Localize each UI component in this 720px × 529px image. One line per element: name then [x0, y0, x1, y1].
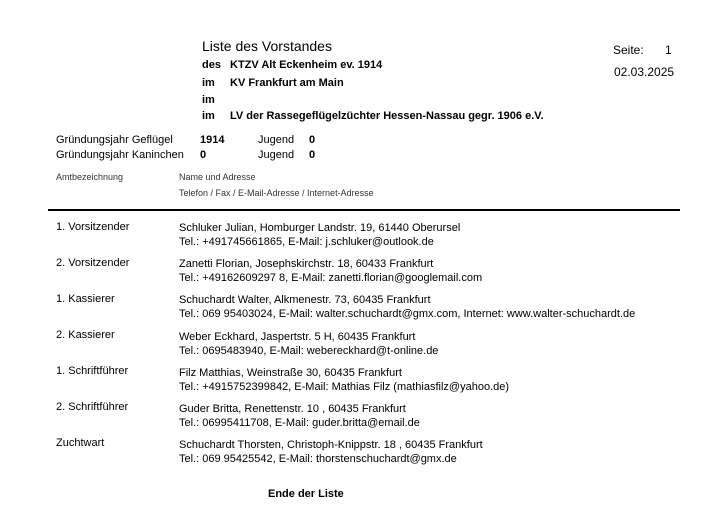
member-contact: Tel.: +49162609297 8, E-Mail: zanetti.florian@googlemail.com	[179, 272, 483, 284]
member-name-address: Filz Matthias, Weinstraße 30, 60435 Frankfurt	[179, 367, 402, 379]
founding-poultry-year: 1914	[200, 134, 225, 146]
member-contact: Tel.: 0695483940, E-Mail: webereckhard@t-online.de	[179, 345, 439, 357]
page-title: Liste des Vorstandes	[202, 38, 332, 54]
member-contact: Tel.: 069 95425542, E-Mail: thorstenschuchardt@gmx.de	[179, 453, 457, 465]
member-name-address: Zanetti Florian, Josephskirchstr. 18, 60433 Frankfurt	[179, 258, 434, 270]
member-office: 2. Schriftführer	[56, 401, 129, 413]
founding-poultry-youth-value: 0	[309, 134, 316, 146]
org-prefix-1: des	[202, 59, 221, 71]
org-prefix-4: im	[202, 110, 215, 122]
member-name-address: Schuchardt Walter, Alkmenestr. 73, 60435 Frankfurt	[179, 294, 431, 306]
member-contact: Tel.: 06995411708, E-Mail: guder.britta@email.de	[179, 417, 420, 429]
member-name-address: Weber Eckhard, Jaspertstr. 5 H, 60435 Frankfurt	[179, 331, 416, 343]
org-club: KTZV Alt Eckenheim ev. 1914	[230, 59, 383, 71]
founding-poultry-label: Gründungsjahr Geflügel	[56, 134, 173, 146]
page-number: 1	[665, 43, 672, 57]
founding-rabbit-label: Gründungsjahr Kaninchen	[56, 149, 184, 161]
header-divider	[48, 209, 680, 211]
founding-rabbit-youth-label: Jugend	[258, 149, 295, 161]
founding-rabbit-year: 0	[200, 149, 207, 161]
print-date: 02.03.2025	[614, 65, 675, 79]
member-name-address: Schuchardt Thorsten, Christoph-Knippstr. 18 , 60435 Frankfurt	[179, 439, 483, 451]
member-name-address: Schluker Julian, Homburger Landstr. 19, 61440 Oberursel	[179, 222, 461, 234]
org-prefix-2: im	[202, 77, 215, 89]
org-district: KV Frankfurt am Main	[230, 77, 344, 89]
member-office: 1. Vorsitzender	[56, 221, 130, 233]
member-office: 1. Kassierer	[56, 293, 115, 305]
member-office: 2. Vorsitzender	[56, 257, 130, 269]
member-contact: Tel.: +4915752399842, E-Mail: Mathias Filz (mathiasfilz@yahoo.de)	[179, 381, 510, 393]
page-label: Seite:	[613, 43, 644, 57]
member-office: 2. Kassierer	[56, 329, 115, 341]
member-name-address: Guder Britta, Renettenstr. 10 , 60435 Frankfurt	[179, 403, 406, 415]
end-of-list: Ende der Liste	[268, 488, 344, 500]
founding-rabbit-youth-value: 0	[309, 149, 316, 161]
column-header-name-address: Name und Adresse	[179, 172, 256, 182]
column-header-contact: Telefon / Fax / E-Mail-Adresse / Internet-Adresse	[179, 188, 374, 198]
member-contact: Tel.: +491745661865, E-Mail: j.schluker@outlook.de	[179, 236, 434, 248]
org-prefix-3: im	[202, 94, 215, 106]
member-contact: Tel.: 069 95403024, E-Mail: walter.schuchardt@gmx.com, Internet: www.walter-schuchardt.de	[179, 308, 636, 320]
founding-poultry-youth-label: Jugend	[258, 134, 295, 146]
member-office: 1. Schriftführer	[56, 365, 129, 377]
org-state-association: LV der Rassegeflügelzüchter Hessen-Nassau gegr. 1906 e.V.	[230, 110, 544, 122]
column-header-office: Amtbezeichnung	[56, 172, 124, 182]
member-office: Zuchtwart	[56, 437, 105, 449]
